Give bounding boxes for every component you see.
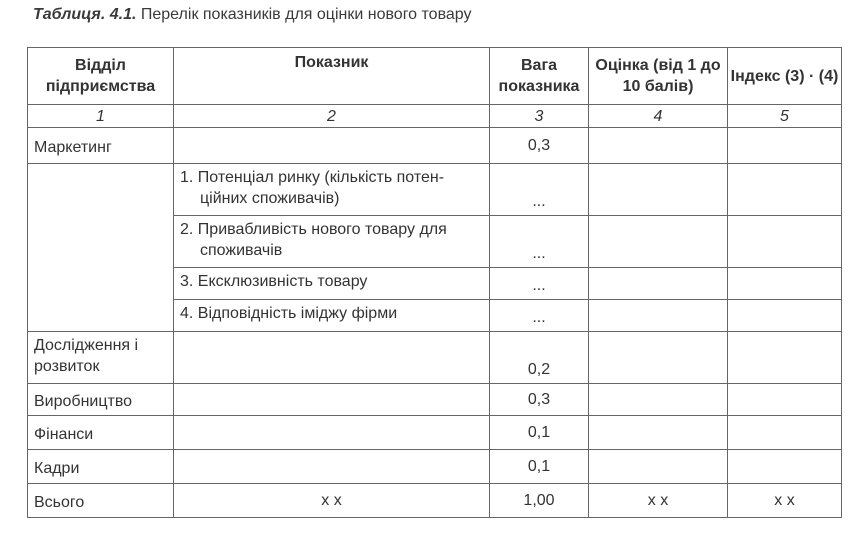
header-index: Індекс (3) · (4) [728,48,842,105]
weight-cell: 0,2 [490,332,589,384]
weight-cell: 0,3 [490,128,589,164]
indicator-cell: 3. Ексклюзивність товару [174,268,490,300]
table-row [28,450,842,484]
score-cell [589,300,728,332]
header-row [28,48,842,105]
dept-cell: Кадри [28,450,174,484]
table-row [28,384,842,416]
weight-cell: 0,3 [490,384,589,416]
indicator-cell [174,332,490,384]
index-cell [728,300,842,332]
dept-cell: Виробництво [28,384,174,416]
header-indicator: Показник [174,48,490,105]
total-row [28,484,842,518]
score-cell [589,216,728,268]
indicator-cell [174,450,490,484]
indicator-cell [174,384,490,416]
weight-cell: ... [490,164,589,216]
caption-text: Перелік показників для оцінки нового товару [136,6,472,23]
dept-cell: Фінанси [28,416,174,450]
col-number-1: 1 [28,105,174,128]
indicator-cell [174,216,490,268]
index-cell [728,164,842,216]
weight-cell: 0,1 [490,416,589,450]
indicators-table [27,47,842,518]
index-cell [728,216,842,268]
col-number-3: 3 [490,105,589,128]
indicator-cell: 4. Відповідність іміджу фірми [174,300,490,332]
header-score: Оцінка (від 1 до 10 балів) [589,48,728,105]
index-cell [728,128,842,164]
score-cell: х х [589,484,728,518]
weight-cell: ... [490,216,589,268]
col-number-2: 2 [174,105,490,128]
score-cell [589,450,728,484]
column-numbers-row [28,105,842,128]
indicator-text: 2. Привабливість нового товару для споживачів [180,221,447,259]
score-cell [589,128,728,164]
index-cell [728,450,842,484]
score-cell [589,164,728,216]
indicator-cell [174,128,490,164]
score-cell [589,268,728,300]
index-cell [728,332,842,384]
index-cell: х х [728,484,842,518]
table-row [28,416,842,450]
header-weight: Вага показника [490,48,589,105]
score-cell [589,384,728,416]
dept-cell [28,164,174,332]
table-row [28,128,842,164]
index-cell [728,384,842,416]
score-cell [589,416,728,450]
dept-cell: Маркетинг [28,128,174,164]
caption-label: Таблиця. 4.1. [33,6,137,23]
index-cell [728,268,842,300]
header-dept: Відділ підприємства [28,48,174,105]
dept-cell: Всього [28,484,174,518]
table-row [28,332,842,384]
score-cell [589,332,728,384]
weight-cell: ... [490,300,589,332]
indicator-text: 1. Потенціал ринку (кількість потенційних споживачів) [180,169,445,207]
weight-cell: 0,1 [490,450,589,484]
weight-cell: ... [490,268,589,300]
index-cell [728,416,842,450]
col-number-5: 5 [728,105,842,128]
table-caption [33,6,472,24]
table-row [28,164,842,216]
col-number-4: 4 [589,105,728,128]
indicator-cell [174,164,490,216]
indicator-cell [174,416,490,450]
weight-cell: 1,00 [490,484,589,518]
indicator-cell: х х [174,484,490,518]
dept-cell: Дослідження і розвиток [28,332,174,384]
